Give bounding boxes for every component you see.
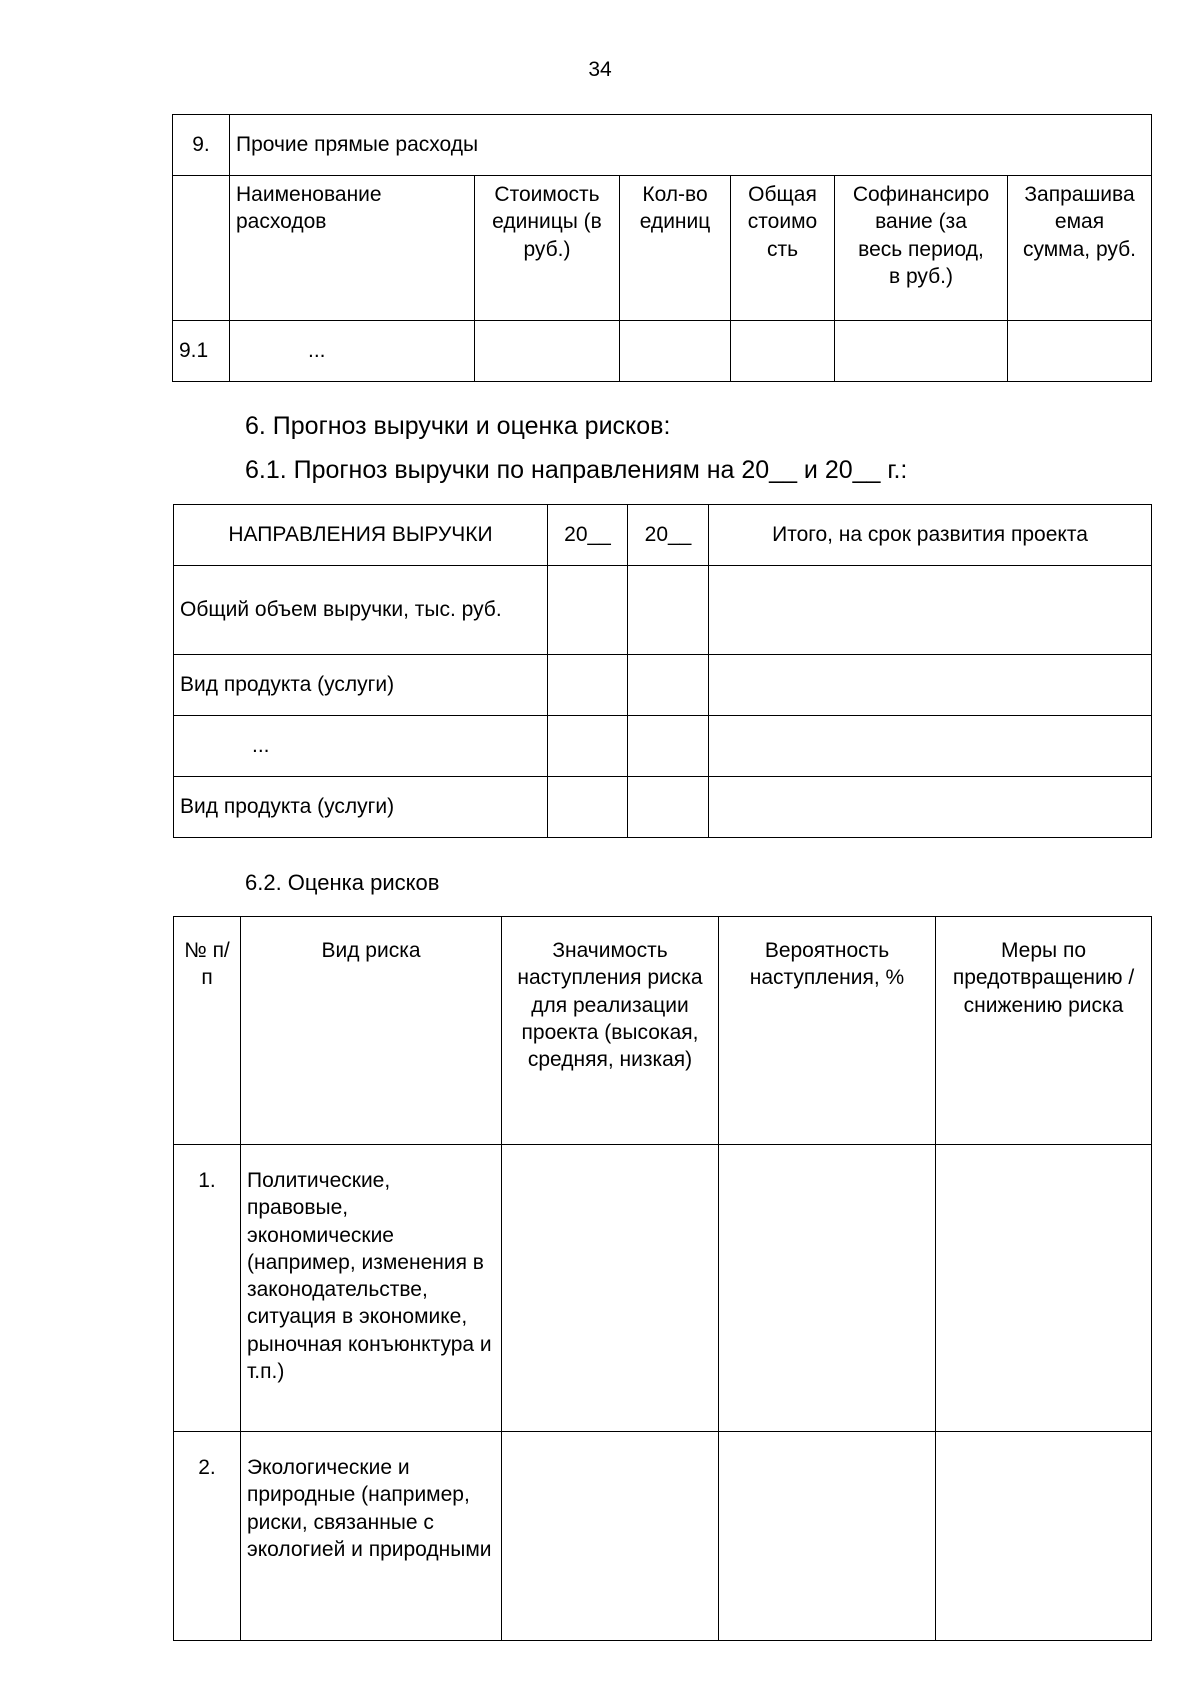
header-year-2: 20__ [628,505,709,566]
empty-cell [936,1145,1152,1432]
header-number: № п/п [174,917,241,1145]
empty-cell [709,566,1152,655]
header-mitigation: Меры по предотвращению / снижению риска [936,917,1152,1145]
empty-cell [628,566,709,655]
row-total-revenue: Общий объем выручки, тыс. руб. [174,566,548,655]
section-title: Прочие прямые расходы [230,115,1152,176]
header-requested-amount [1008,176,1152,321]
empty-cell [548,777,628,838]
risk-row-type: Экологические и природные (например, риски, связанные с экологией и природными [241,1432,502,1641]
header-text: Общая стоимо сть [747,183,818,261]
row-product-type: Вид продукта (услуги) [174,655,548,716]
risk-row-number: 2. [174,1432,241,1641]
header-probability: Вероятность наступления, % [719,917,936,1145]
row-ellipsis: ... [174,716,548,777]
empty-cell [502,1432,719,1641]
header-text: Софинансиро вание (за весь период, в руб.) [852,183,990,288]
header-text: Кол-во единиц [639,183,711,234]
row-number: 9.1 [173,321,230,382]
empty-cell [548,566,628,655]
empty-cell [548,716,628,777]
row-product-type: Вид продукта (услуги) [174,777,548,838]
section-number: 9. [173,115,230,176]
empty-cell [719,1432,936,1641]
page-number: 34 [588,58,612,81]
row-expense-name: ... [230,321,475,382]
empty-cell [709,777,1152,838]
header-cofinancing [835,176,1008,321]
section-heading: 6. Прогноз выручки и оценка рисков: [245,412,671,440]
header-risk-type: Вид риска [241,917,502,1145]
header-text: Запрашива емая сумма, руб. [1022,183,1137,261]
other-expenses-table [172,114,1152,382]
header-text: Наименование расходов [236,183,382,234]
subsection-heading-risks: 6.2. Оценка рисков [245,870,440,895]
empty-cell [731,321,835,382]
risk-row-number: 1. [174,1145,241,1432]
header-total-cost [731,176,835,321]
empty-cell [628,777,709,838]
empty-cell [502,1145,719,1432]
revenue-forecast-table [173,504,1152,838]
empty-cell [628,716,709,777]
header-year-1: 20__ [548,505,628,566]
header-expense-name [230,176,475,321]
header-text: Стоимость единицы (в руб.) [492,183,602,261]
header-quantity [620,176,731,321]
risk-row-type: Политические, правовые, экономические (например, изменения в законодательстве, ситуация в экономике, рыночная конъюнктура и т.п.) [241,1145,502,1432]
subsection-heading-revenue: 6.1. Прогноз выручки по направлениям на 20__ и 20__ г.: [245,456,908,484]
empty-cell [1008,321,1152,382]
empty-cell [628,655,709,716]
empty-cell [719,1145,936,1432]
empty-cell [709,655,1152,716]
header-significance: Значимость наступления риска для реализации проекта (высокая, средняя, низкая) [502,917,719,1145]
risk-assessment-table [173,916,1152,1641]
empty-cell [548,655,628,716]
empty-cell [936,1432,1152,1641]
header-unit-cost [475,176,620,321]
empty-cell [709,716,1152,777]
empty-cell [620,321,731,382]
header-revenue-directions: НАПРАВЛЕНИЯ ВЫРУЧКИ [174,505,548,566]
empty-cell [835,321,1008,382]
empty-cell [173,176,230,321]
header-total-period: Итого, на срок развития проекта [709,505,1152,566]
empty-cell [475,321,620,382]
